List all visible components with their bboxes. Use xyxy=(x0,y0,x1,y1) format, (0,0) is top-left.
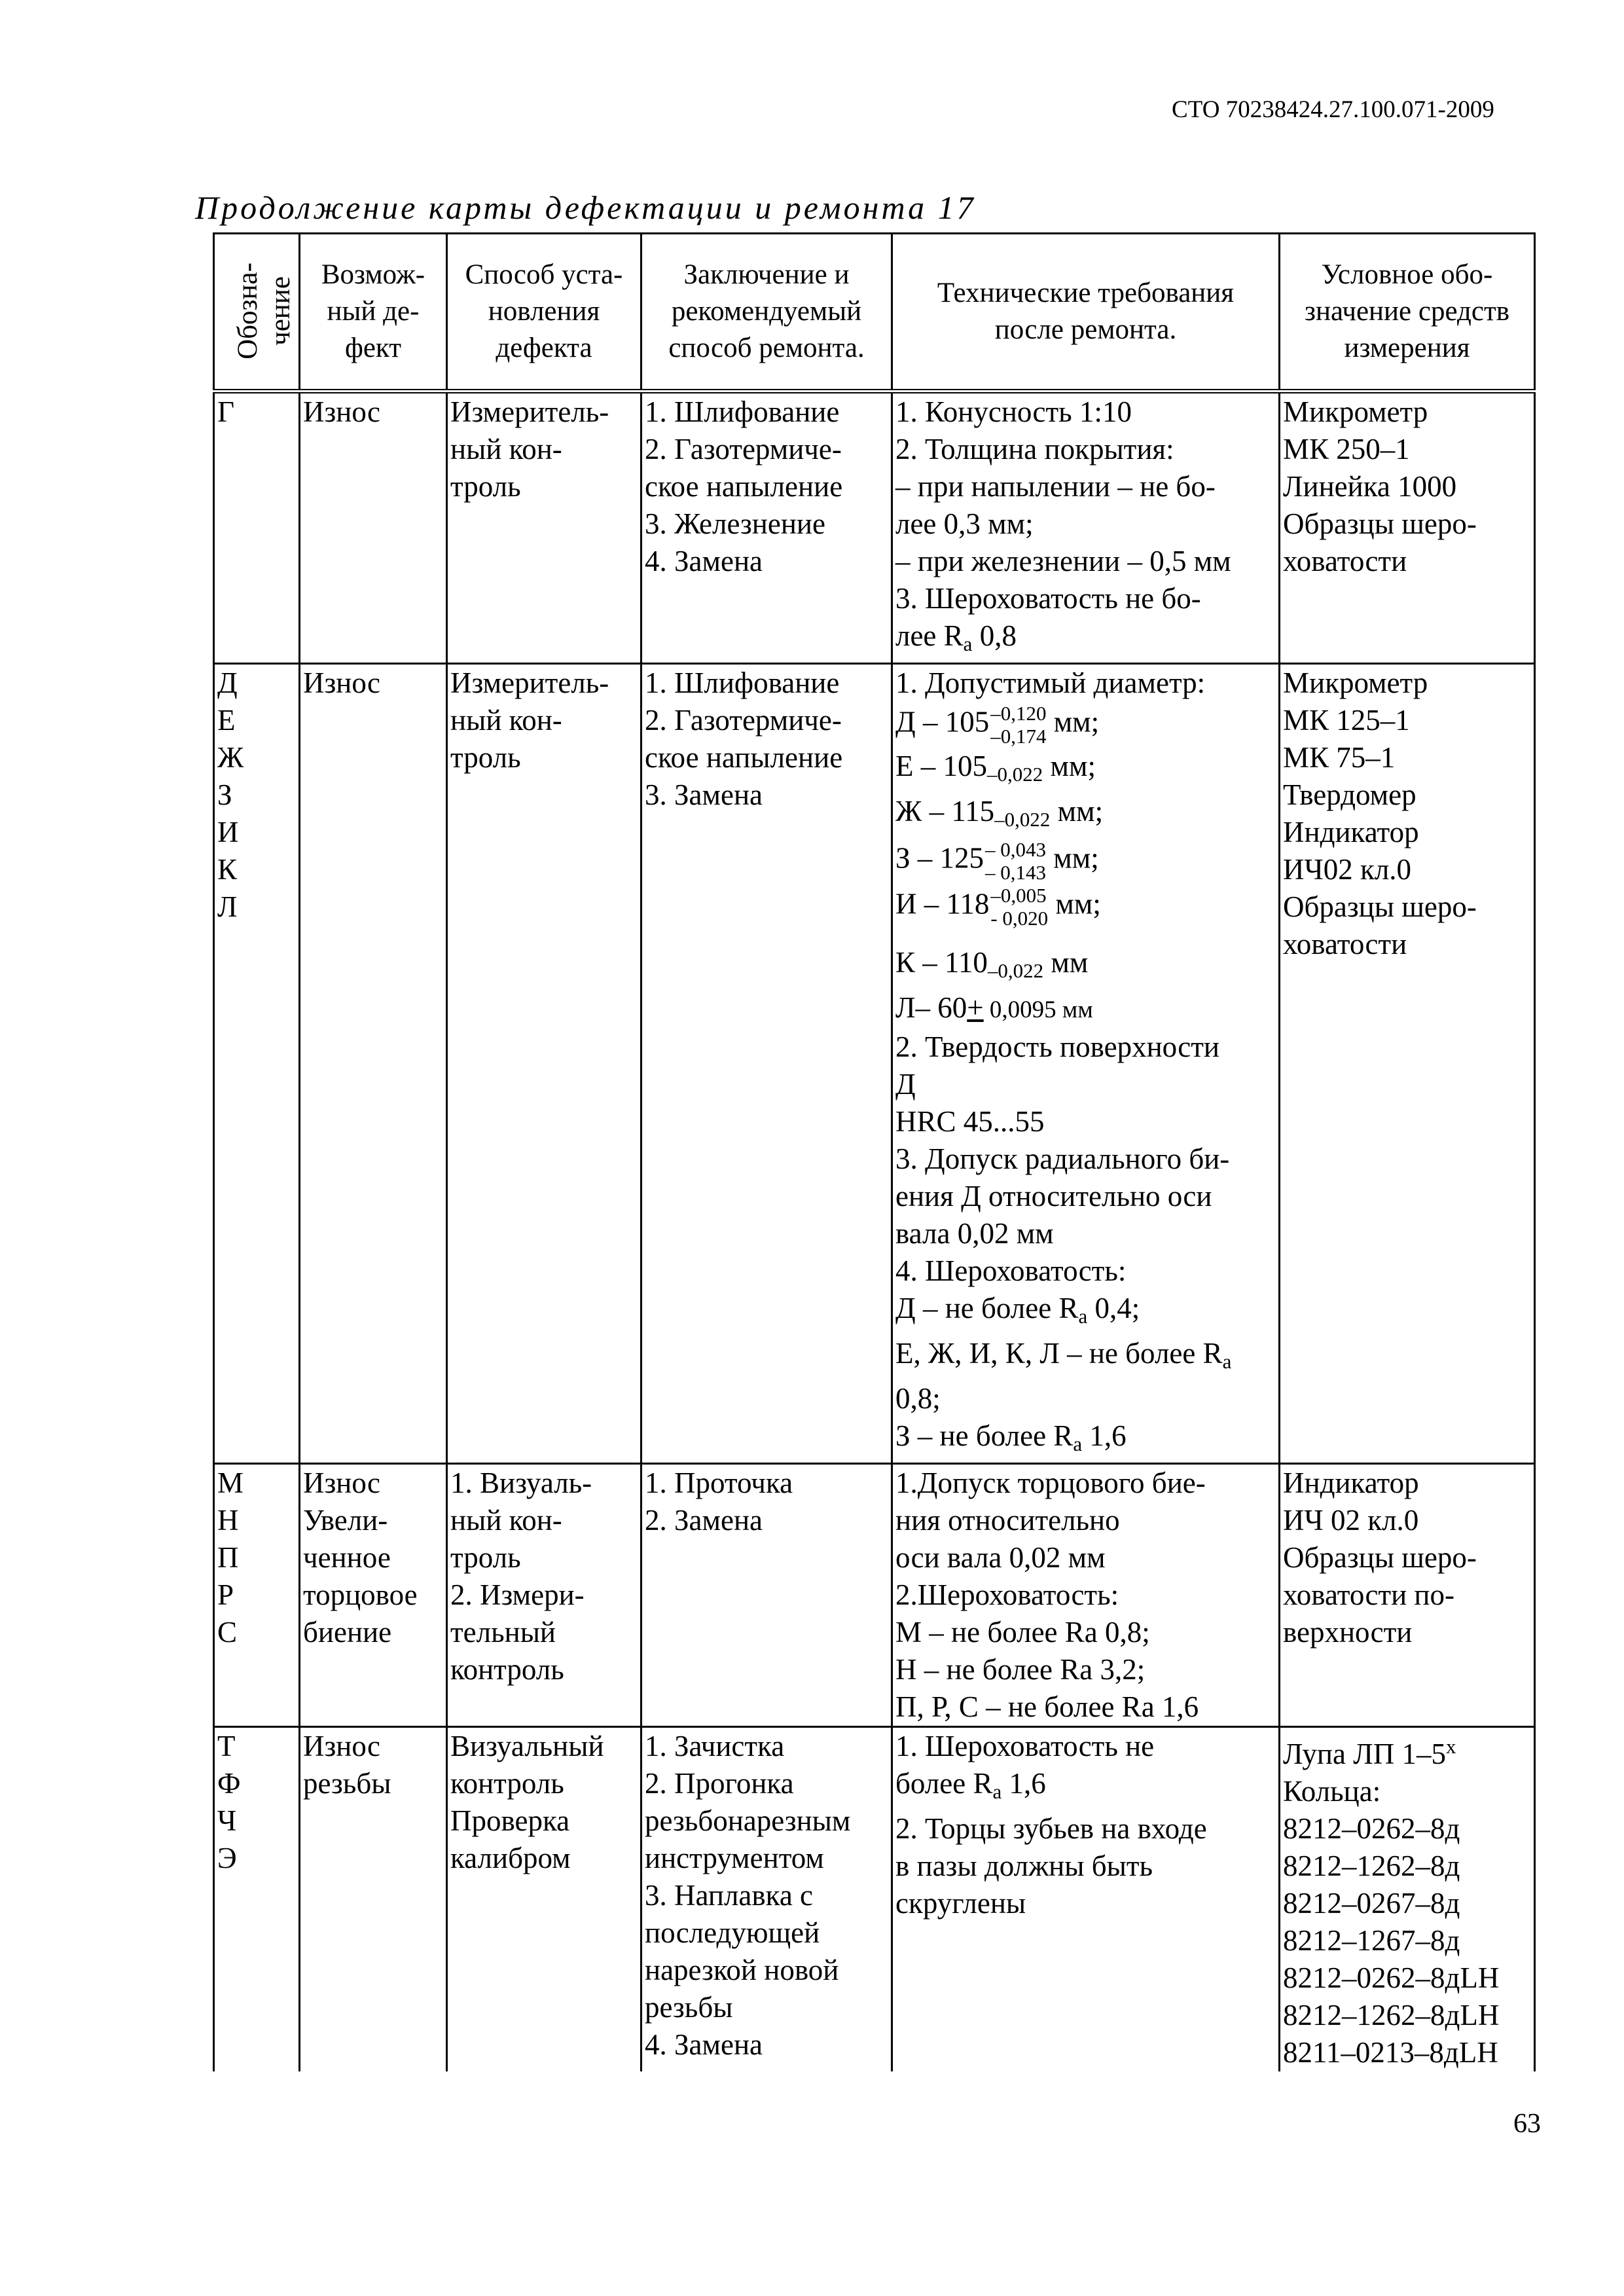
repair-cell xyxy=(641,664,892,1464)
defect-cell xyxy=(300,664,447,1464)
designation-cell xyxy=(214,1464,300,1727)
cell-line: 8212–0262–8дLH xyxy=(1283,1961,1500,1994)
text: 0,0095 мм xyxy=(983,996,1093,1023)
text: 1,6 xyxy=(1082,1419,1127,1452)
table-row xyxy=(214,1464,1535,1727)
text: Ж – 115 xyxy=(895,795,995,828)
instruments-cell xyxy=(1280,664,1535,1464)
req-line: 3. Шероховатость не бо- xyxy=(895,582,1201,615)
text: Л– 60 xyxy=(895,991,967,1024)
lower-deviation: - 0,020 xyxy=(990,907,1049,930)
cell-line: Твердомер xyxy=(1283,778,1416,811)
cell-line: контроль xyxy=(450,1653,564,1686)
cell-line: 3. Наплавка с xyxy=(645,1879,814,1912)
cell-line: последующей xyxy=(645,1916,820,1949)
cell-line: И xyxy=(217,816,239,848)
cell-line: 3. Железнение xyxy=(645,507,825,540)
upper-deviation: –0,120 xyxy=(990,702,1047,725)
cell-line: Д xyxy=(217,666,238,699)
defect-cell xyxy=(300,1727,447,2072)
cell-line: троль xyxy=(450,1541,521,1574)
req-line: скруглены xyxy=(895,1887,1026,1920)
req-line: лее 0,3 мм; xyxy=(895,507,1034,540)
cell-line: ское напыление xyxy=(645,470,843,503)
cell-line: 1. Проточка xyxy=(645,1467,793,1499)
cell-line: 1. Зачистка xyxy=(645,1730,785,1762)
cell-line: Износ xyxy=(303,666,380,699)
cell-line: троль xyxy=(450,741,521,774)
text: З – не более R xyxy=(895,1419,1074,1452)
cell-line: биение xyxy=(303,1616,392,1649)
header-designation-text: Обозна- чение xyxy=(232,262,296,359)
header-designation xyxy=(214,234,300,392)
req-line xyxy=(895,1765,1276,1810)
cell-line: резьбы xyxy=(645,1991,733,2024)
cell-line: Т xyxy=(217,1730,236,1762)
text: 1,6 xyxy=(1001,1767,1046,1800)
cell-line: нарезкой новой xyxy=(645,1954,839,1986)
text: З – 125 xyxy=(895,841,984,875)
cell-line: ния относительно xyxy=(895,1504,1120,1537)
req-line: 2. Толщина покрытия: xyxy=(895,433,1174,465)
instrument-list xyxy=(1283,1773,1531,2071)
cell-line: резьбы xyxy=(303,1767,391,1800)
cell-line: 1. Шлифование xyxy=(645,666,840,699)
subscript: –0,022 xyxy=(994,808,1051,831)
text: мм; xyxy=(1043,750,1096,782)
header-technical-requirements: Технические требования после ремонта. xyxy=(892,234,1280,392)
requirements-cell xyxy=(892,392,1280,664)
repair-cell xyxy=(641,392,892,664)
text: Е – 105 xyxy=(895,750,987,782)
cell-line: Ж xyxy=(217,741,244,774)
cell-line: верхности xyxy=(1283,1616,1413,1649)
cell-line: Измеритель- xyxy=(450,666,609,699)
cell-line: 4. Замена xyxy=(645,545,763,577)
cell-line: инструментом xyxy=(645,1842,824,1874)
cell-line: 2. Замена xyxy=(645,1504,763,1537)
subscript: a xyxy=(963,632,973,655)
cell-line: П, Р, С – не более Ra 1,6 xyxy=(895,1690,1199,1723)
text: мм; xyxy=(1050,795,1104,828)
cell-line: 2. Прогонка xyxy=(645,1767,794,1800)
table-row xyxy=(214,1727,1535,2072)
designation-cell xyxy=(214,392,300,664)
text: мм; xyxy=(1046,841,1099,875)
cell-line: торцовое xyxy=(303,1578,418,1611)
subscript: –0,022 xyxy=(987,959,1044,982)
cell-line: Износ xyxy=(303,1730,380,1762)
cell-line: П xyxy=(217,1541,239,1574)
subscript: a xyxy=(992,1780,1002,1803)
text: мм xyxy=(1043,946,1089,979)
repair-cell xyxy=(641,1727,892,2072)
defect-cell xyxy=(300,1464,447,1727)
cell-line: Измеритель- xyxy=(450,395,609,428)
cell-line: троль xyxy=(450,470,521,503)
cell-line: ИЧ02 кл.0 xyxy=(1283,853,1412,886)
cell-line: Проверка xyxy=(450,1804,570,1837)
cell-line: Образцы шеро- xyxy=(1283,507,1477,540)
req-line: 2. Твердость поверхности xyxy=(895,1030,1219,1063)
req-line: 1. Конусность 1:10 xyxy=(895,395,1132,428)
text: более R xyxy=(895,1767,993,1800)
table-row xyxy=(214,392,1535,664)
cell-line: МК 125–1 xyxy=(1283,704,1410,737)
cell-line: 3. Замена xyxy=(645,778,763,811)
text: Д – 105 xyxy=(895,705,990,738)
cell-line: Н xyxy=(217,1504,239,1537)
text: Лупа ЛП 1–5 xyxy=(1283,1738,1446,1770)
tolerance xyxy=(990,884,1048,930)
cell-line: Микрометр xyxy=(1283,395,1428,428)
cell-line: ный кон- xyxy=(450,1504,562,1537)
req-line: вала 0,02 мм xyxy=(895,1217,1054,1250)
cell-line: ный кон- xyxy=(450,704,562,737)
text: мм; xyxy=(1046,705,1100,738)
text: К – 110 xyxy=(895,946,988,979)
cell-line: 2. Газотермиче- xyxy=(645,704,842,737)
cell-line: ское напыление xyxy=(645,741,843,774)
tolerance-line xyxy=(895,748,1276,793)
cell-line: МК 250–1 xyxy=(1283,433,1410,465)
cell-line: 8212–0267–8д xyxy=(1283,1887,1460,1920)
req-line: 1. Шероховатость не xyxy=(895,1730,1155,1762)
tolerance-line xyxy=(895,702,1276,748)
cell-line: 8212–1267–8д xyxy=(1283,1924,1460,1957)
req-line: 3. Допуск радиального би- xyxy=(895,1142,1230,1175)
cell-line: Микрометр xyxy=(1283,666,1428,699)
cell-line: З xyxy=(217,778,232,811)
cell-line: 2.Шероховатость: xyxy=(895,1578,1119,1611)
req-line: – при железнении – 0,5 мм xyxy=(895,545,1231,577)
cell-line: 1. Шлифование xyxy=(645,395,840,428)
lower-deviation: – 0,143 xyxy=(985,861,1047,884)
table-header-row xyxy=(214,234,1535,392)
cell-line: Образцы шеро- xyxy=(1283,890,1477,923)
cell-line: калибром xyxy=(450,1842,571,1874)
req-line: 1. Допустимый диаметр: xyxy=(895,666,1206,699)
lower-deviation: –0,174 xyxy=(990,725,1047,748)
cell-line: 8211–0213–8дLH xyxy=(1283,2036,1498,2069)
cell-line: ховатости xyxy=(1283,545,1407,577)
cell-line: М – не более Ra 0,8; xyxy=(895,1616,1150,1649)
spacer xyxy=(895,930,1276,944)
req-line xyxy=(895,1335,1276,1380)
cell-line: Индикатор xyxy=(1283,816,1419,848)
cell-line: Р xyxy=(217,1578,234,1611)
header-repair-method: Заключение и рекомендуемый способ ремонта. xyxy=(641,234,892,392)
method-cell xyxy=(447,1464,641,1727)
table-row xyxy=(214,664,1535,1464)
document-code: СТО 70238424.27.100.071-2009 xyxy=(1172,96,1494,123)
tolerance-line xyxy=(895,989,1276,1029)
subscript: a xyxy=(1078,1305,1088,1328)
cell-line: Г xyxy=(217,395,235,428)
subscript: a xyxy=(1222,1350,1232,1373)
method-cell xyxy=(447,1727,641,2072)
tolerance-line xyxy=(895,838,1276,884)
tolerance-line xyxy=(895,884,1276,930)
cell-line: тельный xyxy=(450,1616,556,1649)
superscript: х xyxy=(1445,1735,1456,1758)
cell-line: Индикатор xyxy=(1283,1467,1419,1499)
req-line: 0,8; xyxy=(895,1382,941,1415)
cell-line: 8212–1262–8дLH xyxy=(1283,1999,1500,2032)
defect-cell xyxy=(300,392,447,664)
cell-line: Ф xyxy=(217,1767,241,1800)
defect-repair-table xyxy=(213,232,1536,2071)
text: 0,8 xyxy=(972,619,1017,652)
cell-line: 1. Визуаль- xyxy=(450,1467,592,1499)
cell-line: Л xyxy=(217,890,238,923)
plus-minus-sign: + xyxy=(967,991,984,1024)
cell-line: контроль xyxy=(450,1767,564,1800)
header-defect: Возмож- ный де- фект xyxy=(300,234,447,392)
cell-line: 2. Газотермиче- xyxy=(645,433,842,465)
cell-line: резьбонарезным xyxy=(645,1804,851,1837)
table-caption: Продолжение карты дефектации и ремонта 17 xyxy=(195,189,976,226)
designation-cell xyxy=(214,664,300,1464)
cell-line: Е xyxy=(217,704,236,737)
cell-line: МК 75–1 xyxy=(1283,741,1396,774)
method-cell xyxy=(447,664,641,1464)
text: 0,4; xyxy=(1087,1292,1140,1324)
req-line xyxy=(895,1290,1276,1335)
method-cell xyxy=(447,392,641,664)
cell-line: оси вала 0,02 мм xyxy=(895,1541,1106,1574)
text: Е, Ж, И, К, Л – не более R xyxy=(895,1337,1223,1370)
cell-line: 2. Измери- xyxy=(450,1578,585,1611)
tolerance xyxy=(990,702,1046,748)
cell-line: 8212–0262–8д xyxy=(1283,1812,1460,1845)
cell-line: К xyxy=(217,853,238,886)
cell-line: ИЧ 02 кл.0 xyxy=(1283,1504,1419,1537)
page-number: 63 xyxy=(1513,2109,1541,2139)
cell-line: Ч xyxy=(217,1804,237,1837)
cell-line: Износ xyxy=(303,395,380,428)
tolerance-line xyxy=(895,793,1276,838)
tolerance-line xyxy=(895,944,1276,989)
req-line: – при напылении – не бо- xyxy=(895,470,1216,503)
cell-line: Износ xyxy=(303,1467,380,1499)
instruments-cell xyxy=(1280,392,1535,664)
cell-line: Образцы шеро- xyxy=(1283,1541,1477,1574)
instruments-cell xyxy=(1280,1464,1535,1727)
cell-line: ховатости xyxy=(1283,928,1407,960)
requirements-cell xyxy=(892,664,1280,1464)
subscript: a xyxy=(1073,1432,1083,1455)
req-line: Д xyxy=(895,1068,916,1101)
designation-cell xyxy=(214,1727,300,2072)
header-measuring-instruments: Условное обо- значение средств измерения xyxy=(1280,234,1535,392)
upper-deviation: – 0,043 xyxy=(985,838,1047,861)
requirements-cell xyxy=(892,1727,1280,2072)
cell-line: Линейка 1000 xyxy=(1283,470,1457,503)
cell-line: Увели- xyxy=(303,1504,388,1537)
cell-line: Кольца: xyxy=(1283,1775,1381,1808)
req-line: в пазы должны быть xyxy=(895,1850,1153,1882)
cell-line: 8212–1262–8д xyxy=(1283,1850,1460,1882)
req-line xyxy=(1283,1728,1531,1773)
req-line: 2. Торцы зубьев на входе xyxy=(895,1812,1207,1845)
upper-deviation: –0,005 xyxy=(990,884,1047,907)
req-line xyxy=(895,617,1276,663)
cell-line: Визуальный xyxy=(450,1730,604,1762)
cell-line: ный кон- xyxy=(450,433,562,465)
cell-line: ченное xyxy=(303,1541,391,1574)
req-line: ения Д относительно оси xyxy=(895,1180,1212,1212)
cell-line: 4. Замена xyxy=(645,2028,763,2061)
text: мм; xyxy=(1048,887,1101,920)
instruments-cell xyxy=(1280,1727,1535,2072)
req-line: HRC 45...55 xyxy=(895,1105,1045,1138)
requirements-cell xyxy=(892,1464,1280,1727)
subscript: –0,022 xyxy=(987,763,1043,786)
text: Д – не более R xyxy=(895,1292,1079,1324)
text: И – 118 xyxy=(895,887,990,920)
tolerance xyxy=(985,838,1046,884)
cell-line: М xyxy=(217,1467,244,1499)
text: лее R xyxy=(895,619,964,652)
req-line xyxy=(895,1417,1276,1463)
header-detection-method: Способ уста- новления дефекта xyxy=(447,234,641,392)
cell-line: 1.Допуск торцового бие- xyxy=(895,1467,1206,1499)
cell-line: С xyxy=(217,1616,238,1649)
repair-cell xyxy=(641,1464,892,1727)
req-line: 4. Шероховатость: xyxy=(895,1254,1127,1287)
cell-line: ховатости по- xyxy=(1283,1578,1454,1611)
cell-line: Э xyxy=(217,1842,237,1874)
cell-line: Н – не более Ra 3,2; xyxy=(895,1653,1146,1686)
